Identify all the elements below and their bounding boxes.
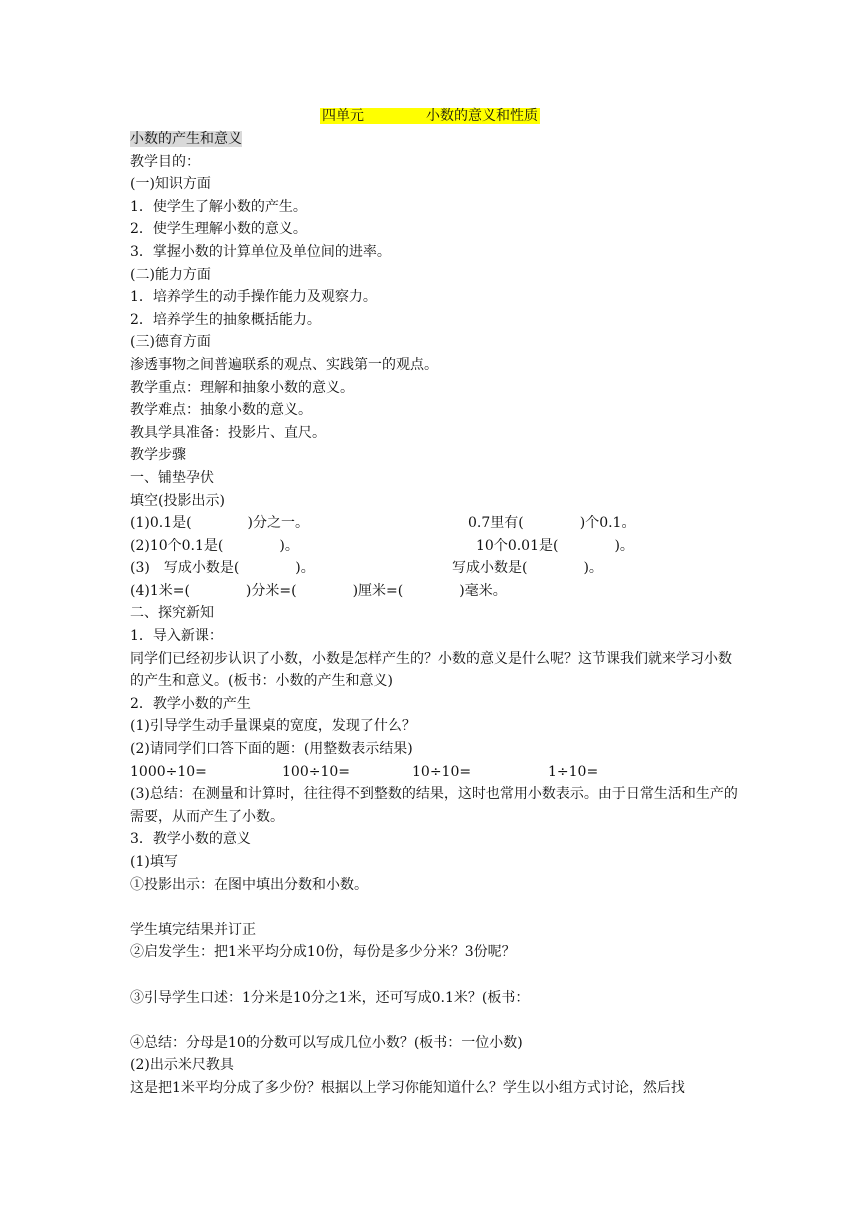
- question-1a: (1)0.1是( )分之一。: [130, 515, 310, 532]
- meaning-item-2: (2)出示米尺教具: [130, 1057, 234, 1074]
- key-point: 教学重点：理解和抽象小数的意义。: [130, 379, 354, 396]
- question-row-3: [130, 557, 740, 580]
- difficulty: 教学难点：抽象小数的意义。: [130, 402, 312, 419]
- origin-item-2: (2)请同学们口答下面的题：(用整数表示结果): [130, 741, 413, 758]
- meaning-item-1b: 学生填完结果并订正: [130, 921, 256, 938]
- calc-2: 100÷10=: [282, 763, 350, 780]
- intro-heading: 1．导入新课：: [130, 628, 223, 645]
- section2-heading: 二、探究新知: [130, 605, 214, 622]
- calc-3: 10÷10=: [412, 763, 472, 780]
- ability-item-1: 1．培养学生的动手操作能力及观察力。: [130, 289, 377, 306]
- unit-title-highlight: [320, 108, 540, 124]
- section1-heading: 一、铺垫孕伏: [130, 469, 214, 486]
- unit-title-part1: 四单元: [322, 108, 364, 124]
- lesson-title: 小数的产生和意义: [130, 131, 242, 147]
- origin-item-3: (3)总结：在测量和计算时，往往得不到整数的结果，这时也常用小数表示。由于日常生活和生产的需要，从而产生了小数。: [130, 786, 738, 825]
- unit-title-part2: 小数的意义和性质: [426, 108, 538, 124]
- moral-heading: (三)德育方面: [130, 334, 211, 351]
- question-2b: 10个0.01是( )。: [476, 537, 634, 554]
- ability-heading: (二)能力方面: [130, 266, 211, 283]
- calc-row: [130, 761, 740, 784]
- calc-1: 1000÷10=: [130, 763, 207, 780]
- origin-item-1: (1)引导学生动手量课桌的宽度，发现了什么？: [130, 718, 416, 735]
- knowledge-item-3: 3．掌握小数的计算单位及单位间的进率。: [130, 243, 391, 260]
- intro-text: 同学们已经初步认识了小数，小数是怎样产生的？小数的意义是什么呢？这节课我们就来学习小数的产生和意义。(板书：小数的产生和意义): [130, 650, 732, 690]
- knowledge-item-2: 2．使学生理解小数的意义。: [130, 221, 307, 238]
- unit-title: [0, 106, 860, 126]
- question-1b: 0.7里有( )个0.1。: [468, 515, 636, 532]
- knowledge-heading: (一)知识方面: [130, 176, 211, 193]
- question-3a: (3) 写成小数是( )。: [130, 560, 315, 577]
- question-4: (4)1米=( )分米=( )厘米=( )毫米。: [130, 582, 507, 599]
- question-2a: (2)10个0.1是( )。: [130, 537, 299, 554]
- question-row-1: [130, 512, 740, 535]
- question-row-2: [130, 535, 740, 558]
- objectives-heading: 教学目的：: [130, 153, 200, 170]
- ability-item-2: 2．培养学生的抽象概括能力。: [130, 311, 321, 328]
- meaning-heading: 3．教学小数的意义: [130, 831, 251, 848]
- knowledge-item-1: 1．使学生了解小数的产生。: [130, 198, 307, 215]
- tools: 教具学具准备：投影片、直尺。: [130, 424, 326, 441]
- meaning-item-1a: ①投影出示：在图中填出分数和小数。: [130, 876, 368, 893]
- lesson-content: [130, 128, 740, 1100]
- meaning-item-2a: 这是把1米平均分成了多少份？根据以上学习你能知道什么？学生以小组方式讨论，然后找: [130, 1079, 685, 1096]
- calc-4: 1÷10=: [548, 763, 599, 780]
- meaning-item-1: (1)填写: [130, 854, 178, 870]
- steps-heading: 教学步骤: [130, 447, 186, 464]
- question-3b: 写成小数是( )。: [452, 560, 603, 577]
- origin-heading: 2．教学小数的产生: [130, 695, 251, 712]
- meaning-item-1c: ②启发学生：把1米平均分成10份，每份是多少分米？3份呢？: [130, 944, 516, 961]
- meaning-item-1d: ③引导学生口述：1分米是10分之1米，还可写成0.1米？(板书：: [130, 989, 530, 1006]
- moral-item-1: 渗透事物之间普遍联系的观点、实践第一的观点。: [130, 356, 438, 373]
- meaning-item-1e: ④总结：分母是10的分数可以写成几位小数？(板书：一位小数): [130, 1034, 523, 1051]
- fill-heading: 填空(投影出示): [130, 492, 225, 509]
